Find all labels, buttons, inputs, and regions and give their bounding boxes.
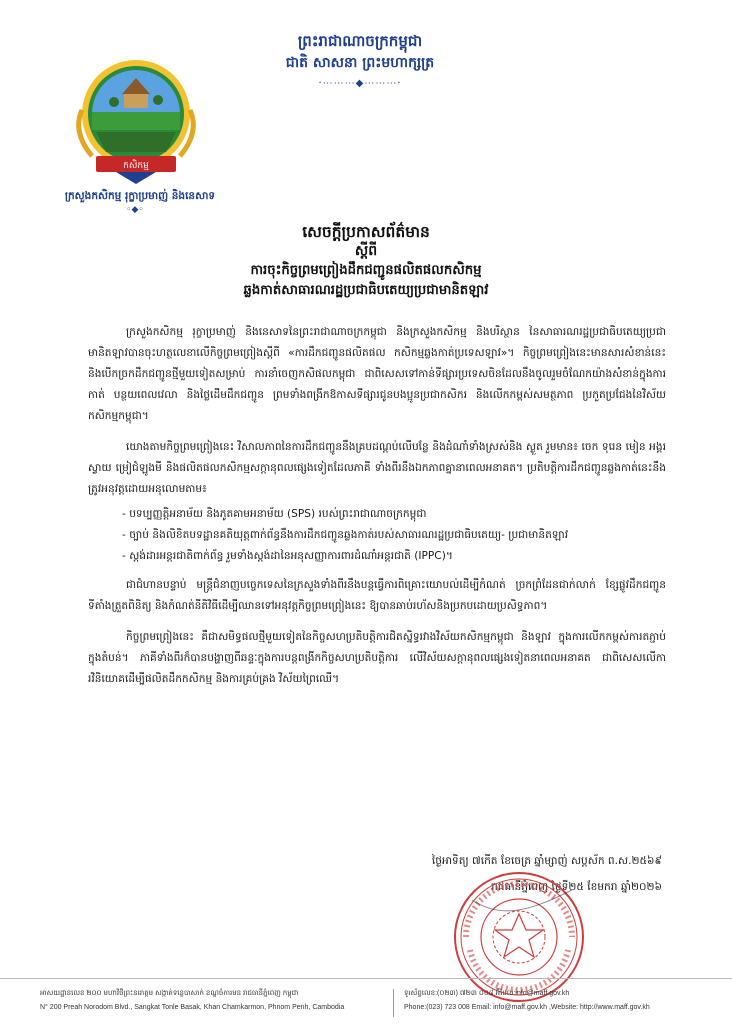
lunar-date: ថ្ងៃអាទិត្យ ៧កើត ខែចេត្រ ឆ្នាំម្សាញ់ សប្តស័ក ព.ស.២៥៦៩ — [431, 855, 662, 867]
kingdom-motto-line2: ជាតិ សាសនា ព្រះមហាក្សត្រ — [285, 55, 435, 71]
footer — [0, 978, 732, 1025]
list-item: - បទប្បញ្ញត្តិអនាម័យ និងភូតគាមអនាម័យ (SPS) របស់ព្រះរាជាណាចក្រកម្ពុជា — [122, 508, 427, 520]
ministry-ornament: ◦◆◦ — [126, 205, 144, 215]
title-about: ស្តីពី — [354, 243, 378, 259]
ministry-logo — [62, 52, 210, 190]
footer-contact — [404, 987, 650, 1015]
list-item: - ស្តង់ដារអន្តរជាតិពាក់ព័ន្ធ រួមទាំងស្តង់ដានៃអនុសញ្ញាការពារដំណាំអន្តរជាតិ (IPPC)។ — [122, 550, 453, 562]
paragraph-2: យោងតាមកិច្ចព្រមព្រៀងនេះ វិសាលភាពនៃការដឹកជញ្ជូននឹងគ្របដណ្តប់លើបន្លែ និងដំណាំទាំងស្រស់និង ស្ងួត រួមមាន៖ ចេក ទុរេន មៀន អង្គរ ស្វាយ ម្រៀជំឡូងមី និងផលិតផលកសិកម្មសក្តានុពលផ្សេងទៀតដែលភាគី ទាំងពីរនឹងឯកភាពគ្នានាពេលអនាគត។ ប្រតិបត្តិការដឹកជញ្ជូនឆ្លងកាត់នេះនឹងត្រូវអនុវត្តដោយអនុលោមតាម៖ — [88, 441, 666, 495]
footer-divider — [393, 989, 394, 1017]
kingdom-header — [250, 30, 470, 89]
compliance-list — [88, 504, 666, 567]
contact-english: Phone:(023) 723 008 Email: info@maff.gov.kh ,Website: http://www.maff.gov.kh — [404, 1004, 650, 1011]
document-title-block — [180, 222, 552, 301]
ministry-emblem-icon — [62, 52, 210, 190]
paragraph-3: ជាជំហានបន្ទាប់ មន្ត្រីជំនាញបច្ចេកទេសនៃក្រសួងទាំងពីរនឹងបន្តធ្វើការពិគ្រោះយោបល់ដើម្បីកំណត់ ច្រកព្រំដែនជាក់លាក់ ខ្សែផ្លូវដឹកជញ្ជូន ទីតាំងត្រួតពិនិត្យ និងកំណត់នីតិវិធីដើម្បីឈានទៅអនុវត្តកិច្ចព្រមព្រៀងនេះ ឱ្យបានឆាប់រហ័សនិងប្រកបដោយប្រសិទ្ធភាព។ — [88, 579, 666, 612]
contact-khmer: ទូរស័ព្ទលេខ:(០២៣) ៧២៣ ០០៨ អ៊ីមែល:info@maff.gov.kh — [404, 990, 570, 997]
paragraph-1: ក្រសួងកសិកម្ម រុក្ខាប្រមាញ់ និងនេសាទនៃព្រះរាជាណាចក្រកម្ពុជា និងក្រសួងកសិកម្ម និងបរិស្ថាន នៃសាធារណរដ្ឋប្រជាធិបតេយ្យប្រជាមានិតឡាវបានចុះហត្ថលេខាលើកិច្ចព្រមព្រៀងស្តីពី «ការដឹកជញ្ជូនផលិតផល កសិកម្មឆ្លងកាត់ប្រទេសឡាវ»។ កិច្ចព្រមព្រៀងនេះមានសារសំខាន់នេះ និងបើកច្រកដឹកជញ្ជូនថ្មីមួយទៀតសម្រាប់ ការនាំចេញកសិផលកម្ពុជា ជាពិសេសទៅកាន់ទីផ្សារប្រទេសចិនដែលនឹងចូលរួមចំណែកយ៉ាងសំខាន់ក្នុងការកាត់ បន្ថយពេលវេលា និងថ្លៃដើមដឹកជញ្ជូន ព្រមទាំងពង្រីកឱកាសទីផ្សារជូនបងប្អូនប្រជាកសិករ និងលើកកម្ពស់សមត្ថភាព ប្រកួតប្រជែងនៃវិស័យកសិកម្មកម្ពុជា។ — [88, 326, 666, 422]
address-english: N° 200 Preah Norodom Blvd., Sangkat Tonle Basak, Khan Chamkarmon, Phnom Penh, Cambodia — [40, 1004, 345, 1011]
footer-address — [40, 987, 344, 1015]
document-body — [88, 322, 666, 700]
document-title: សេចក្តីប្រកាសព័ត៌មាន — [302, 223, 430, 241]
title-subject-line1: ការចុះកិច្ចព្រមព្រៀងដឹកជញ្ជូនផលិតផលកសិកម្ម — [250, 263, 482, 278]
paragraph-4: កិច្ចព្រមព្រៀងនេះ គឺជាសមិទ្ធផលថ្មីមួយទៀតនៃកិច្ចសហប្រតិបត្តិការជិតស្និទ្ធរវាងវិស័យកសិកម្មកម្ពុជា និងឡាវ ក្នុងការលើកកម្ពស់ការតភ្ជាប់ក្នុងតំបន់។ ភាគីទាំងពីរក៏បានបង្ហាញពីឆន្ទៈក្នុងការបន្តពង្រីកកិច្ចសហប្រតិបត្តិការ លើវិស័យសក្តានុពលផ្សេងទៀតនាពេលអនាគត ជាពិសេសលើការវិនិយោគដើម្បីផលិតដឹកកសិកម្ម និងការគ្រប់គ្រង វិស័យព្រៃឈើ។ — [88, 631, 666, 685]
list-item: - ច្បាប់ និងលិខិតបទដ្ឋានគតិយុត្តពាក់ព័ន្ធនឹងការដឹកជញ្ជូនឆ្លងកាត់របស់សាធារណរដ្ឋប្រជាធិបតេយ្យ- ប្រជាមានិតឡាវ — [122, 529, 569, 541]
place-date: រាជធានីភ្នំពេញ ថ្ងៃទី២៥ ខែមករា ឆ្នាំ២០២៦ — [491, 881, 662, 893]
title-subject-line2: ឆ្លងកាត់សាធារណរដ្ឋប្រជាធិបតេយ្យប្រជាមានិតឡាវ — [243, 283, 489, 298]
kingdom-motto-line1: ព្រះរាជាណាចក្រកម្ពុជា — [297, 32, 423, 50]
header-ornament: ·⋯⋯⋯◆⋯⋯⋯· — [318, 78, 402, 89]
address-khmer: អាសយដ្ឋានលេខ ២០០ មហាវិថីព្រះនរោត្តម សង្កាត់ទន្លេបាសាក់ ខណ្ឌចំការមន រាជធានីភ្នំពេញ កម្ពុជា — [40, 990, 299, 997]
logo-banner-text: កសិកម្ម — [123, 161, 149, 171]
ministry-name: ក្រសួងកសិកម្ម រុក្ខាប្រមាញ់ និងនេសាទ — [64, 190, 216, 202]
